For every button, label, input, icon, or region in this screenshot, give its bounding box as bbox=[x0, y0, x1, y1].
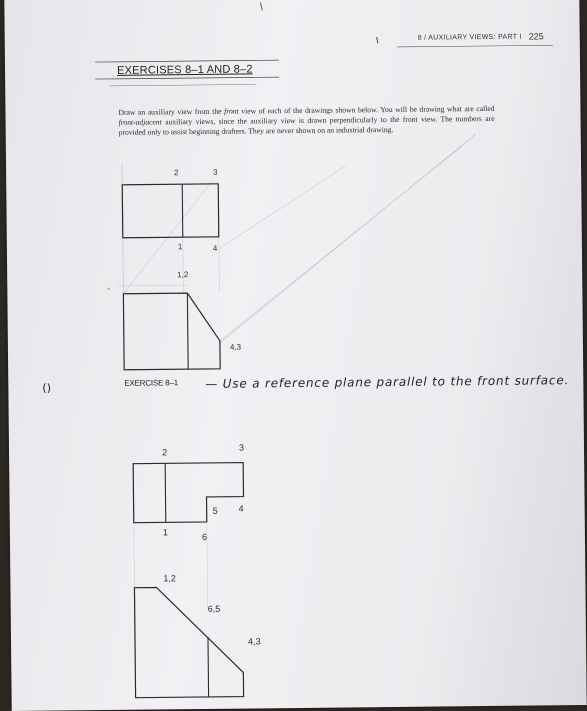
ex2-top-view bbox=[133, 463, 244, 523]
ex1-top-view bbox=[122, 184, 219, 238]
margin-tick bbox=[377, 37, 378, 43]
instructions-text-2: view of each of the drawings shown below. You will be drawing what are called bbox=[238, 103, 495, 116]
title-rule-3 bbox=[109, 84, 255, 86]
ex1-top-label-2: 2 bbox=[174, 168, 179, 178]
construction-line bbox=[183, 237, 184, 293]
ex2-top-view-edge bbox=[165, 463, 166, 522]
construction-line bbox=[117, 285, 187, 286]
instructions-text-3: auxiliary views, since the auxiliary view is drawn perpendicularly to the front view. The numbers are provided only to assist beginning drafters. They are never shown on an industrial drawing. bbox=[118, 113, 495, 137]
ex1-top-label-1: 1 bbox=[177, 242, 183, 252]
construction-line bbox=[218, 134, 478, 343]
ex2-top-label-6: 6 bbox=[201, 531, 207, 542]
ex2-front-view-edge bbox=[208, 637, 209, 697]
ex1-front-view bbox=[123, 293, 220, 370]
instructions-emphasis-2: front-adjacent bbox=[118, 117, 162, 127]
instructions-emphasis-1: front bbox=[224, 106, 239, 116]
title-rule-1 bbox=[95, 60, 279, 62]
ex2-top-label-5: 5 bbox=[212, 505, 218, 516]
ex1-front-view-edge bbox=[187, 293, 188, 369]
construction-line bbox=[218, 165, 347, 248]
ex1-front-label-12: 1,2 bbox=[177, 270, 189, 280]
workbook-page bbox=[4, 0, 586, 711]
running-head: 8 / AUXILIARY VIEWS: PART I bbox=[417, 33, 522, 42]
instructions-text-1: Draw an auxiliary view from the bbox=[118, 106, 225, 117]
handwritten-note: — Use a reference plane parallel to the front surface. bbox=[205, 373, 570, 391]
page-number: 225 bbox=[528, 31, 544, 42]
ex2-top-label-3: 3 bbox=[238, 442, 245, 453]
margin-tick bbox=[260, 2, 262, 10]
header-rule bbox=[397, 45, 553, 47]
ex2-top-label-4: 4 bbox=[238, 503, 244, 514]
margin-mark: () bbox=[42, 381, 52, 395]
ex2-front-view bbox=[134, 587, 243, 698]
ex2-top-label-2: 2 bbox=[161, 447, 168, 458]
ex1-front-label-43: 4,3 bbox=[229, 342, 242, 352]
ex2-front-label-43: 4,3 bbox=[247, 636, 261, 647]
ex2-front-label-65: 6,5 bbox=[207, 603, 221, 614]
ex2-top-label-1: 1 bbox=[162, 527, 168, 538]
margin-tick bbox=[107, 288, 110, 290]
construction-line bbox=[134, 528, 135, 588]
ex1-top-view-edge bbox=[182, 184, 183, 237]
ex1-top-label-4: 4 bbox=[212, 243, 218, 253]
construction-line bbox=[219, 237, 220, 293]
instructions-paragraph bbox=[118, 104, 494, 138]
title-rule-2 bbox=[95, 77, 279, 79]
ex2-front-label-12: 1,2 bbox=[163, 573, 176, 584]
ex1-top-label-3: 3 bbox=[213, 167, 218, 177]
exercise-8-1-label: EXERCISE 8–1 bbox=[124, 378, 179, 388]
construction-line bbox=[218, 146, 464, 341]
section-title: EXERCISES 8–1 AND 8–2 bbox=[116, 63, 253, 77]
